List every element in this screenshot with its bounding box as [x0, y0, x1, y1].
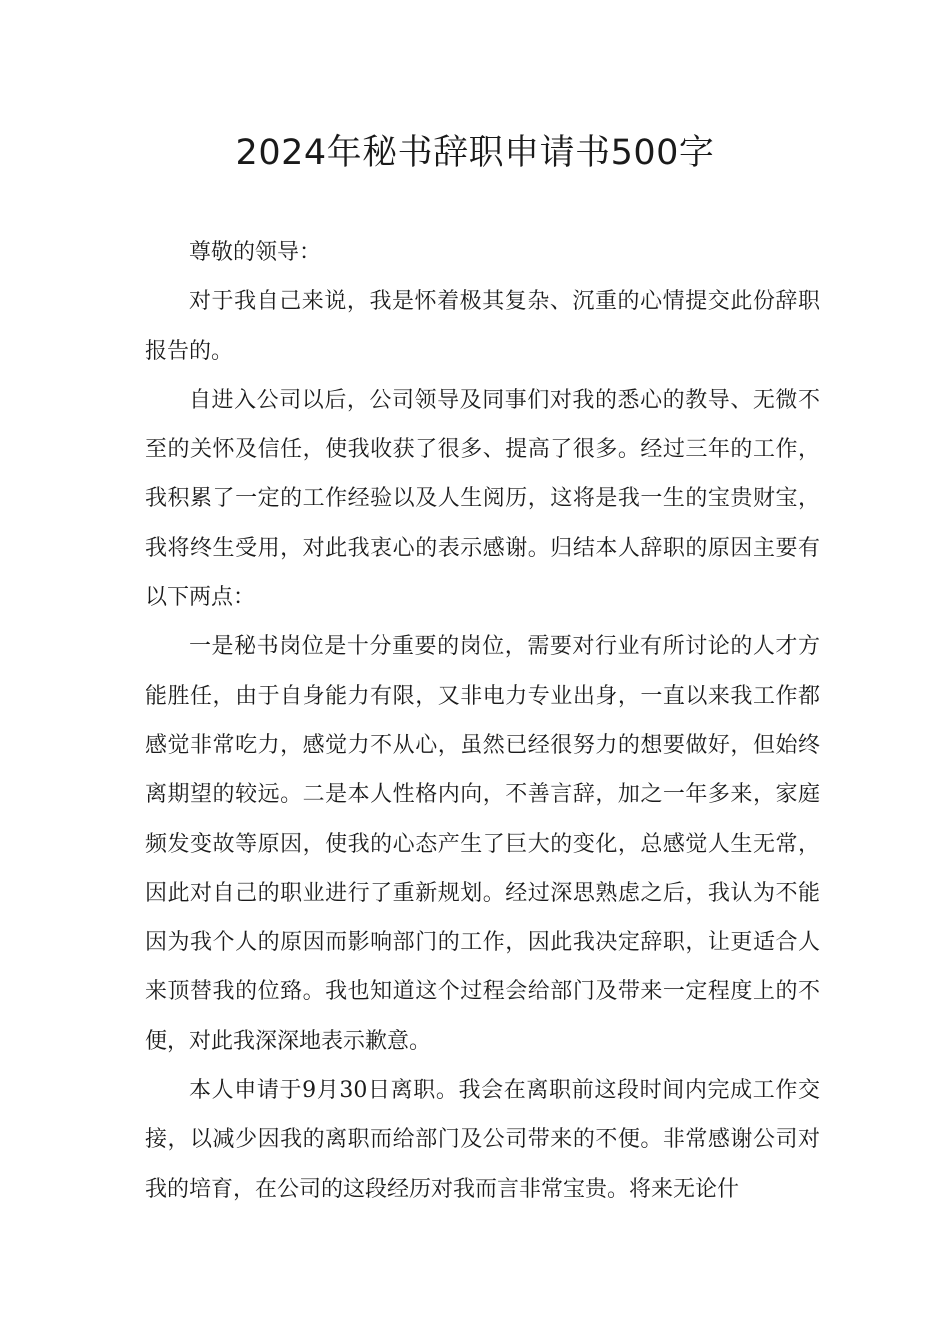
paragraph-intro: 对于我自己来说，我是怀着极其复杂、沉重的心情提交此份辞职报告的。: [145, 289, 820, 364]
paragraph-departure: 本人申请于9月30日离职。我会在离职前这段时间内完成工作交接，以减少因我的离职而给部门及公司带来的不便。非常感谢公司对我的培育，在公司的这段经历对我而言非常宝贵。将来无论什: [145, 1078, 820, 1202]
paragraph-gratitude: 自进入公司以后，公司领导及同事们对我的悉心的教导、无微不至的关怀及信任，使我收获了很多、提高了很多。经过三年的工作，我积累了一定的工作经验以及人生阅历，这将是我一生的宝贵财宝，我将终生受用，对此我衷心的表示感谢。归结本人辞职的原因主要有以下两点：: [145, 387, 820, 611]
salutation: 尊敬的领导：: [189, 240, 322, 265]
document-body: [145, 228, 820, 1214]
document-title: 2024年秘书辞职申请书500字: [235, 133, 715, 173]
paragraph-reasons: 一是秘书岗位是十分重要的岗位，需要对行业有所讨论的人才方能胜任，由于自身能力有限，又非电力专业出身，一直以来我工作都感觉非常吃力，感觉力不从心，虽然已经很努力的想要做好，但始终离期望的较远。二是本人性格内向，不善言辞，加之一年多来，家庭频发变故等原因，使我的心态产生了巨大的变化，总感觉人生无常，因此对自己的职业进行了重新规划。经过深思熟虑之后，我认为不能因为我个人的原因而影响部门的工作，因此我决定辞职，让更适合人来顶替我的位臵。我也知道这个过程会给部门及带来一定程度上的不便，对此我深深地表示歉意。: [145, 634, 820, 1054]
